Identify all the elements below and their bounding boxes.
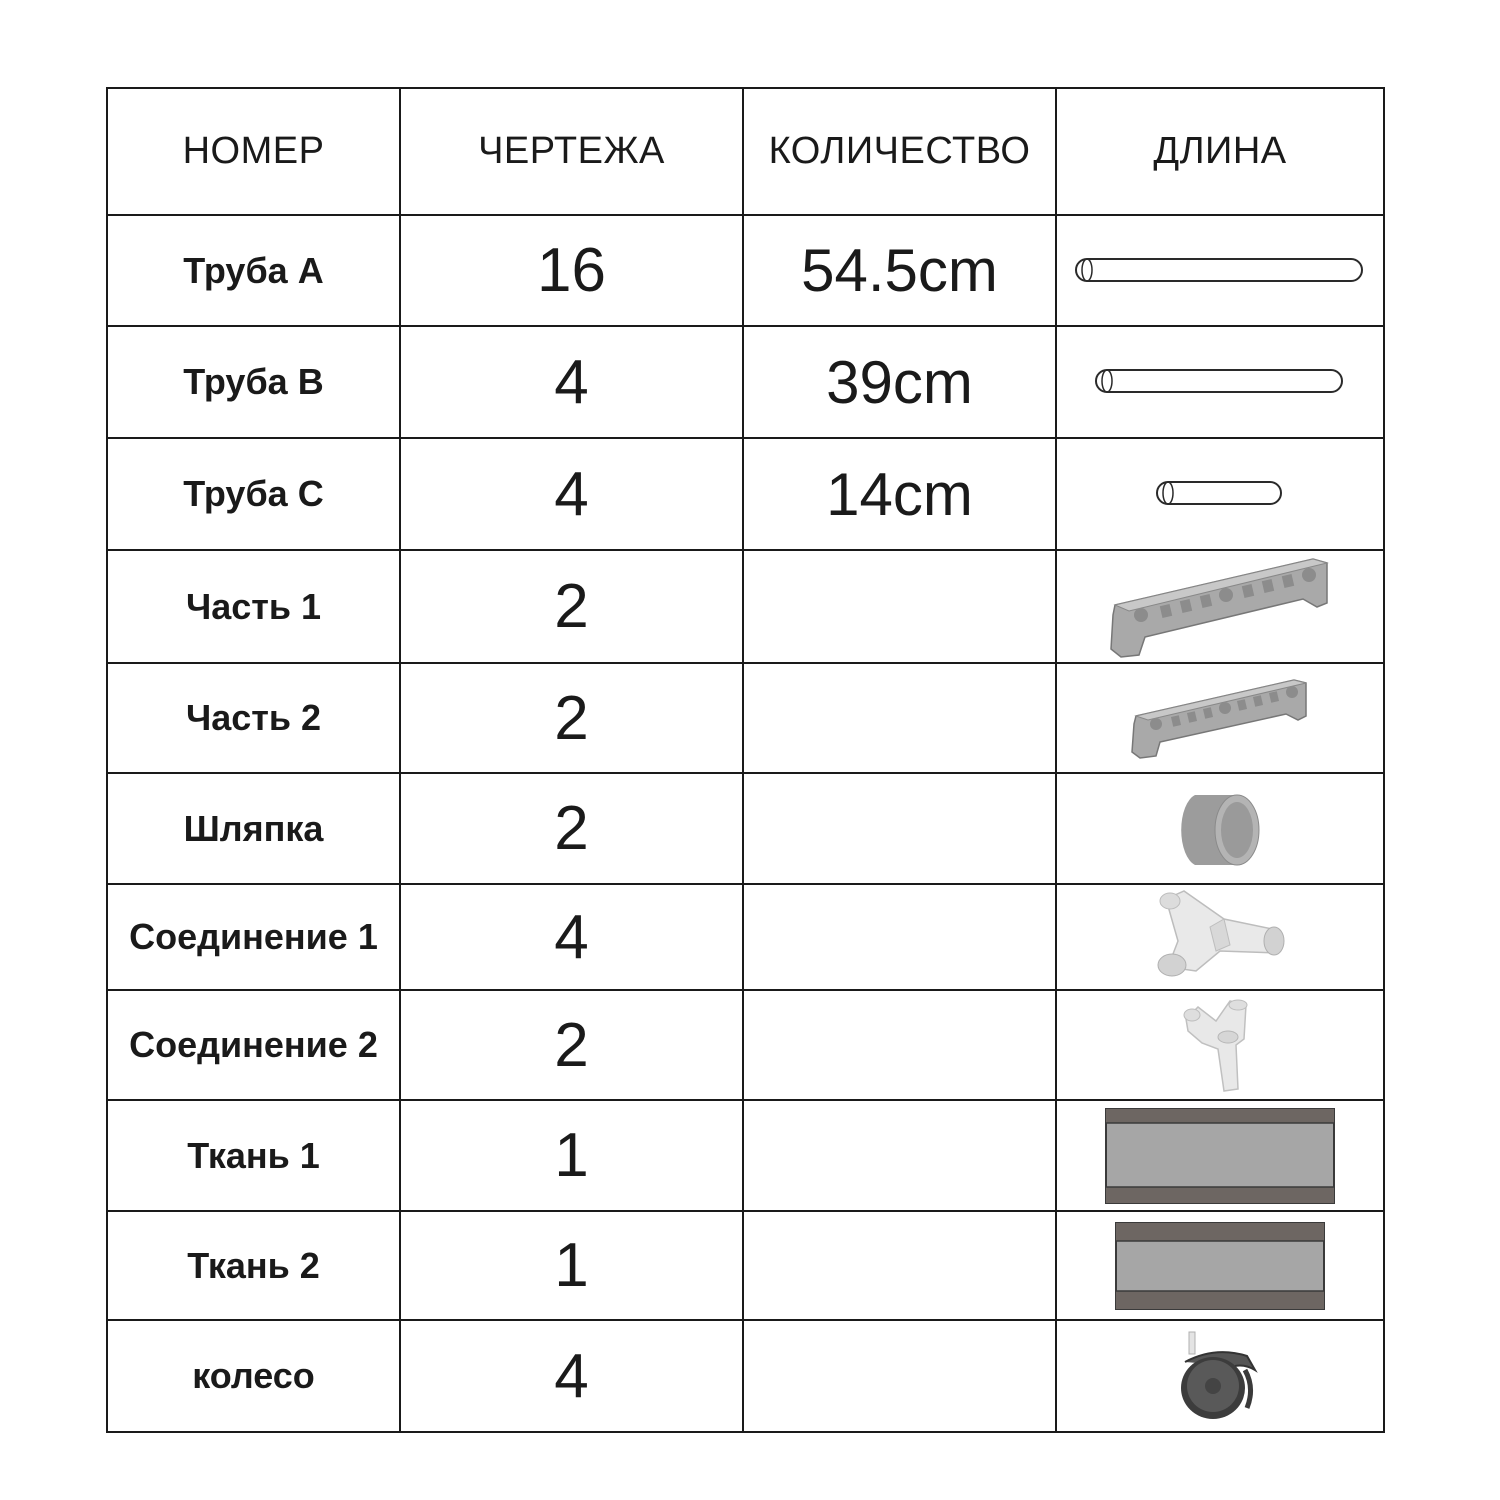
parts-table: [106, 87, 1385, 1433]
table-row: [107, 550, 1384, 663]
part-image-cell: [1056, 326, 1384, 438]
part-length: [743, 550, 1056, 663]
caster-wheel-icon: [1175, 1328, 1265, 1424]
part-name: Соединение 1: [107, 884, 400, 990]
large-base-part-icon: [1105, 555, 1335, 659]
table-row: [107, 215, 1384, 326]
corner-connector-icon: [1180, 997, 1260, 1093]
part-name: Шляпка: [107, 773, 400, 884]
part-length: [743, 773, 1056, 884]
part-name: Труба A: [107, 215, 400, 326]
header-row: [107, 88, 1384, 215]
part-name: Часть 2: [107, 663, 400, 773]
part-qty: 16: [400, 215, 743, 326]
header-drawing: ЧЕРТЕЖА: [400, 88, 743, 215]
part-image-cell: [1056, 884, 1384, 990]
table-row: [107, 990, 1384, 1100]
part-length: [743, 884, 1056, 990]
three-way-connector-icon: [1150, 889, 1290, 985]
end-cap-icon: [1175, 789, 1265, 869]
part-image-cell: [1056, 990, 1384, 1100]
table-row: [107, 1211, 1384, 1320]
part-qty: 2: [400, 550, 743, 663]
part-length: [743, 990, 1056, 1100]
part-length: 14cm: [743, 438, 1056, 550]
part-length: 54.5cm: [743, 215, 1056, 326]
table-row: [107, 773, 1384, 884]
part-image-cell: [1056, 1320, 1384, 1432]
part-name: Часть 1: [107, 550, 400, 663]
part-length: [743, 663, 1056, 773]
part-qty: 1: [400, 1100, 743, 1211]
header-length: ДЛИНА: [1056, 88, 1384, 215]
table-row: [107, 1320, 1384, 1432]
part-qty: 4: [400, 326, 743, 438]
part-image-cell: [1056, 1211, 1384, 1320]
large-fabric-icon: [1105, 1108, 1335, 1204]
part-name: Ткань 1: [107, 1100, 400, 1211]
part-image-cell: [1056, 663, 1384, 773]
part-length: [743, 1320, 1056, 1432]
part-qty: 4: [400, 884, 743, 990]
long-tube-icon: [1074, 256, 1366, 286]
small-fabric-icon: [1115, 1222, 1325, 1310]
part-image-cell: [1056, 1100, 1384, 1211]
part-length: 39cm: [743, 326, 1056, 438]
part-qty: 4: [400, 438, 743, 550]
short-tube-icon: [1155, 479, 1285, 509]
part-qty: 2: [400, 773, 743, 884]
table-row: [107, 884, 1384, 990]
part-image-cell: [1056, 773, 1384, 884]
part-length: [743, 1211, 1056, 1320]
part-name: колесо: [107, 1320, 400, 1432]
part-length: [743, 1100, 1056, 1211]
part-image-cell: [1056, 438, 1384, 550]
part-name: Труба C: [107, 438, 400, 550]
table-row: [107, 438, 1384, 550]
table-row: [107, 663, 1384, 773]
part-name: Ткань 2: [107, 1211, 400, 1320]
table-row: [107, 1100, 1384, 1211]
header-quantity: КОЛИЧЕСТВО: [743, 88, 1056, 215]
header-number: НОМЕР: [107, 88, 400, 215]
part-qty: 2: [400, 663, 743, 773]
part-image-cell: [1056, 550, 1384, 663]
part-qty: 1: [400, 1211, 743, 1320]
table-row: [107, 326, 1384, 438]
small-base-part-icon: [1128, 676, 1312, 760]
part-qty: 2: [400, 990, 743, 1100]
part-name: Труба B: [107, 326, 400, 438]
part-qty: 4: [400, 1320, 743, 1432]
part-name: Соединение 2: [107, 990, 400, 1100]
medium-tube-icon: [1094, 367, 1346, 397]
part-image-cell: [1056, 215, 1384, 326]
